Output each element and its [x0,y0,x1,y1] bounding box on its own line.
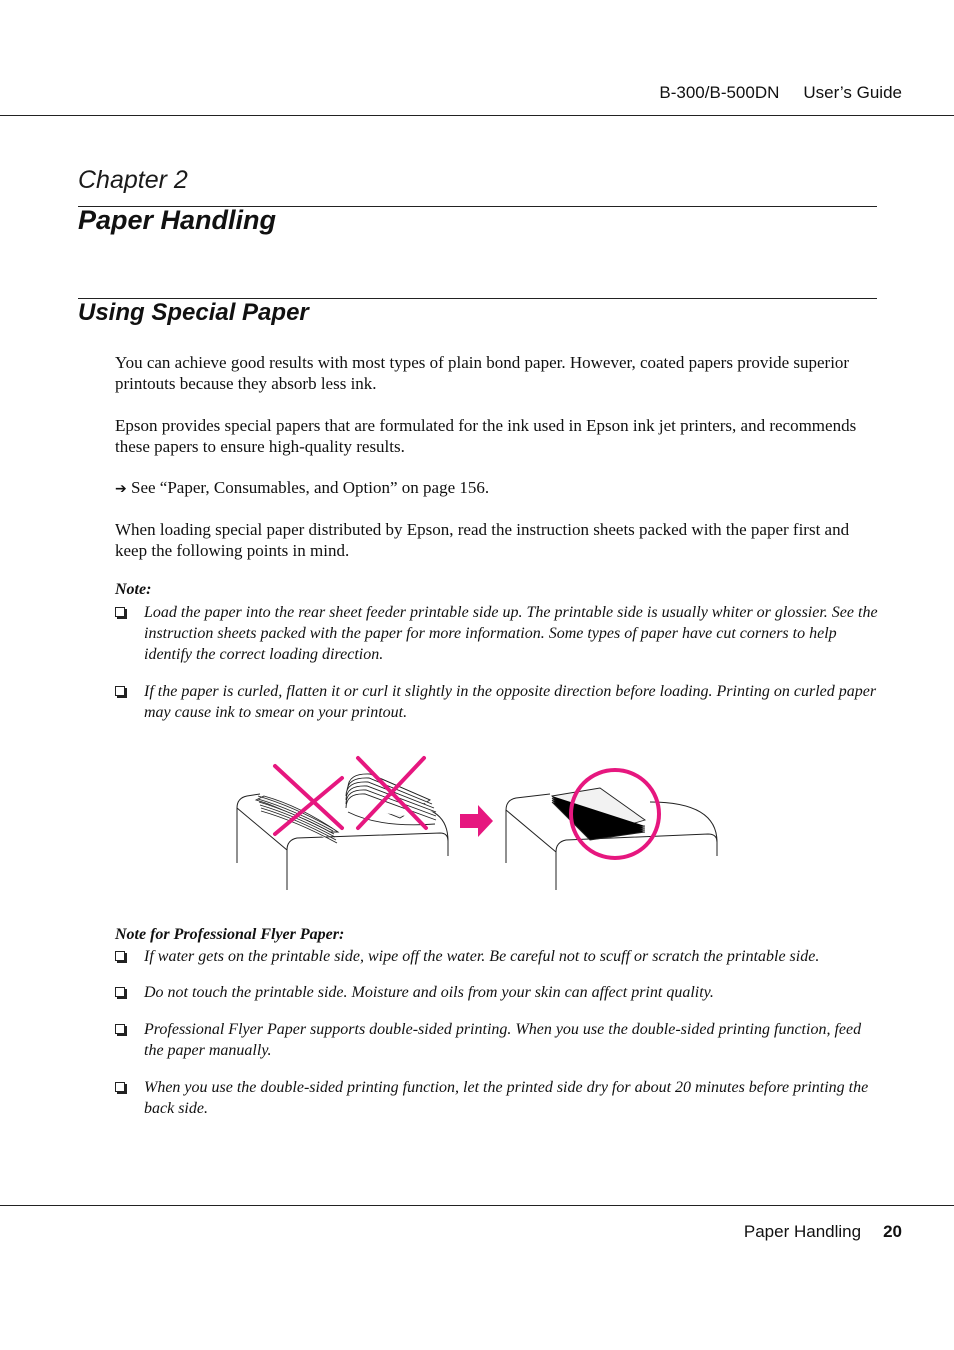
header-rule [0,115,954,116]
curled-paper-stack-up [346,774,436,825]
running-footer [744,1222,902,1242]
flyer-note-item: When you use the double-sided printing function, let the printed side dry for about 20 minutes before printing the back side. [144,1079,869,1117]
curled-paper-stack-down [256,796,338,843]
header-model: B-300/B-500DN [659,83,780,102]
running-header [659,83,902,103]
flat-paper-stack [552,788,645,840]
checkbox-bullet-icon [115,607,125,617]
flyer-note-item: If water gets on the printable side, wipe off the water. Be careful not to scuff or scratch the printable side. [144,948,820,965]
body-paragraph-1: You can achieve good results with most types of plain bond paper. However, coated papers provide superior printouts because they absorb less ink. [115,353,850,393]
right-arrow-icon [460,805,493,837]
checkbox-bullet-icon [115,686,125,696]
checkbox-bullet-icon [115,1082,125,1092]
flyer-note-item: Do not touch the printable side. Moisture and oils from your skin can affect print quality. [144,984,714,1001]
right-arrow-icon: ➔ [115,481,127,497]
checkbox-bullet-icon [115,1024,125,1034]
page-number: 20 [883,1222,902,1241]
crossref-text: See “Paper, Consumables, and Option” on page 156. [130,478,490,497]
checkbox-bullet-icon [115,987,125,997]
chapter-label: Chapter 2 [78,166,188,194]
footer-rule [0,1205,954,1206]
note-heading: Note: [115,581,152,598]
body-paragraph-2: Epson provides special papers that are formulated for the ink used in Epson ink jet printers, and recommends these papers to ensure high-quality results. [115,416,857,456]
body-paragraph-3: When loading special paper distributed by Epson, read the instruction sheets packed with the paper first and keep the following points in mind. [115,520,850,560]
checkbox-bullet-icon [115,951,125,961]
section-title: Using Special Paper [78,299,309,326]
header-guide: User’s Guide [803,83,902,102]
flyer-note-heading: Note for Professional Flyer Paper: [115,926,345,943]
footer-section: Paper Handling [743,1222,862,1241]
flyer-note-item: Professional Flyer Paper supports double-sided printing. When you use the double-sided printing function, feed the paper manually. [144,1021,862,1059]
note-item: Load the paper into the rear sheet feeder printable side up. The printable side is usually whiter or glossier. See the instruction sheets packed with the paper for more information. Some types of paper have cut corners to help identify the correct loading direction. [144,604,878,663]
crossref-link[interactable] [115,477,875,500]
paper-loading-illustration [230,748,730,893]
page-title: Paper Handling [78,205,277,235]
note-item: If the paper is curled, flatten it or curl it slightly in the opposite direction before loading. Printing on curled paper may cause ink to smear on your printout. [144,683,877,721]
